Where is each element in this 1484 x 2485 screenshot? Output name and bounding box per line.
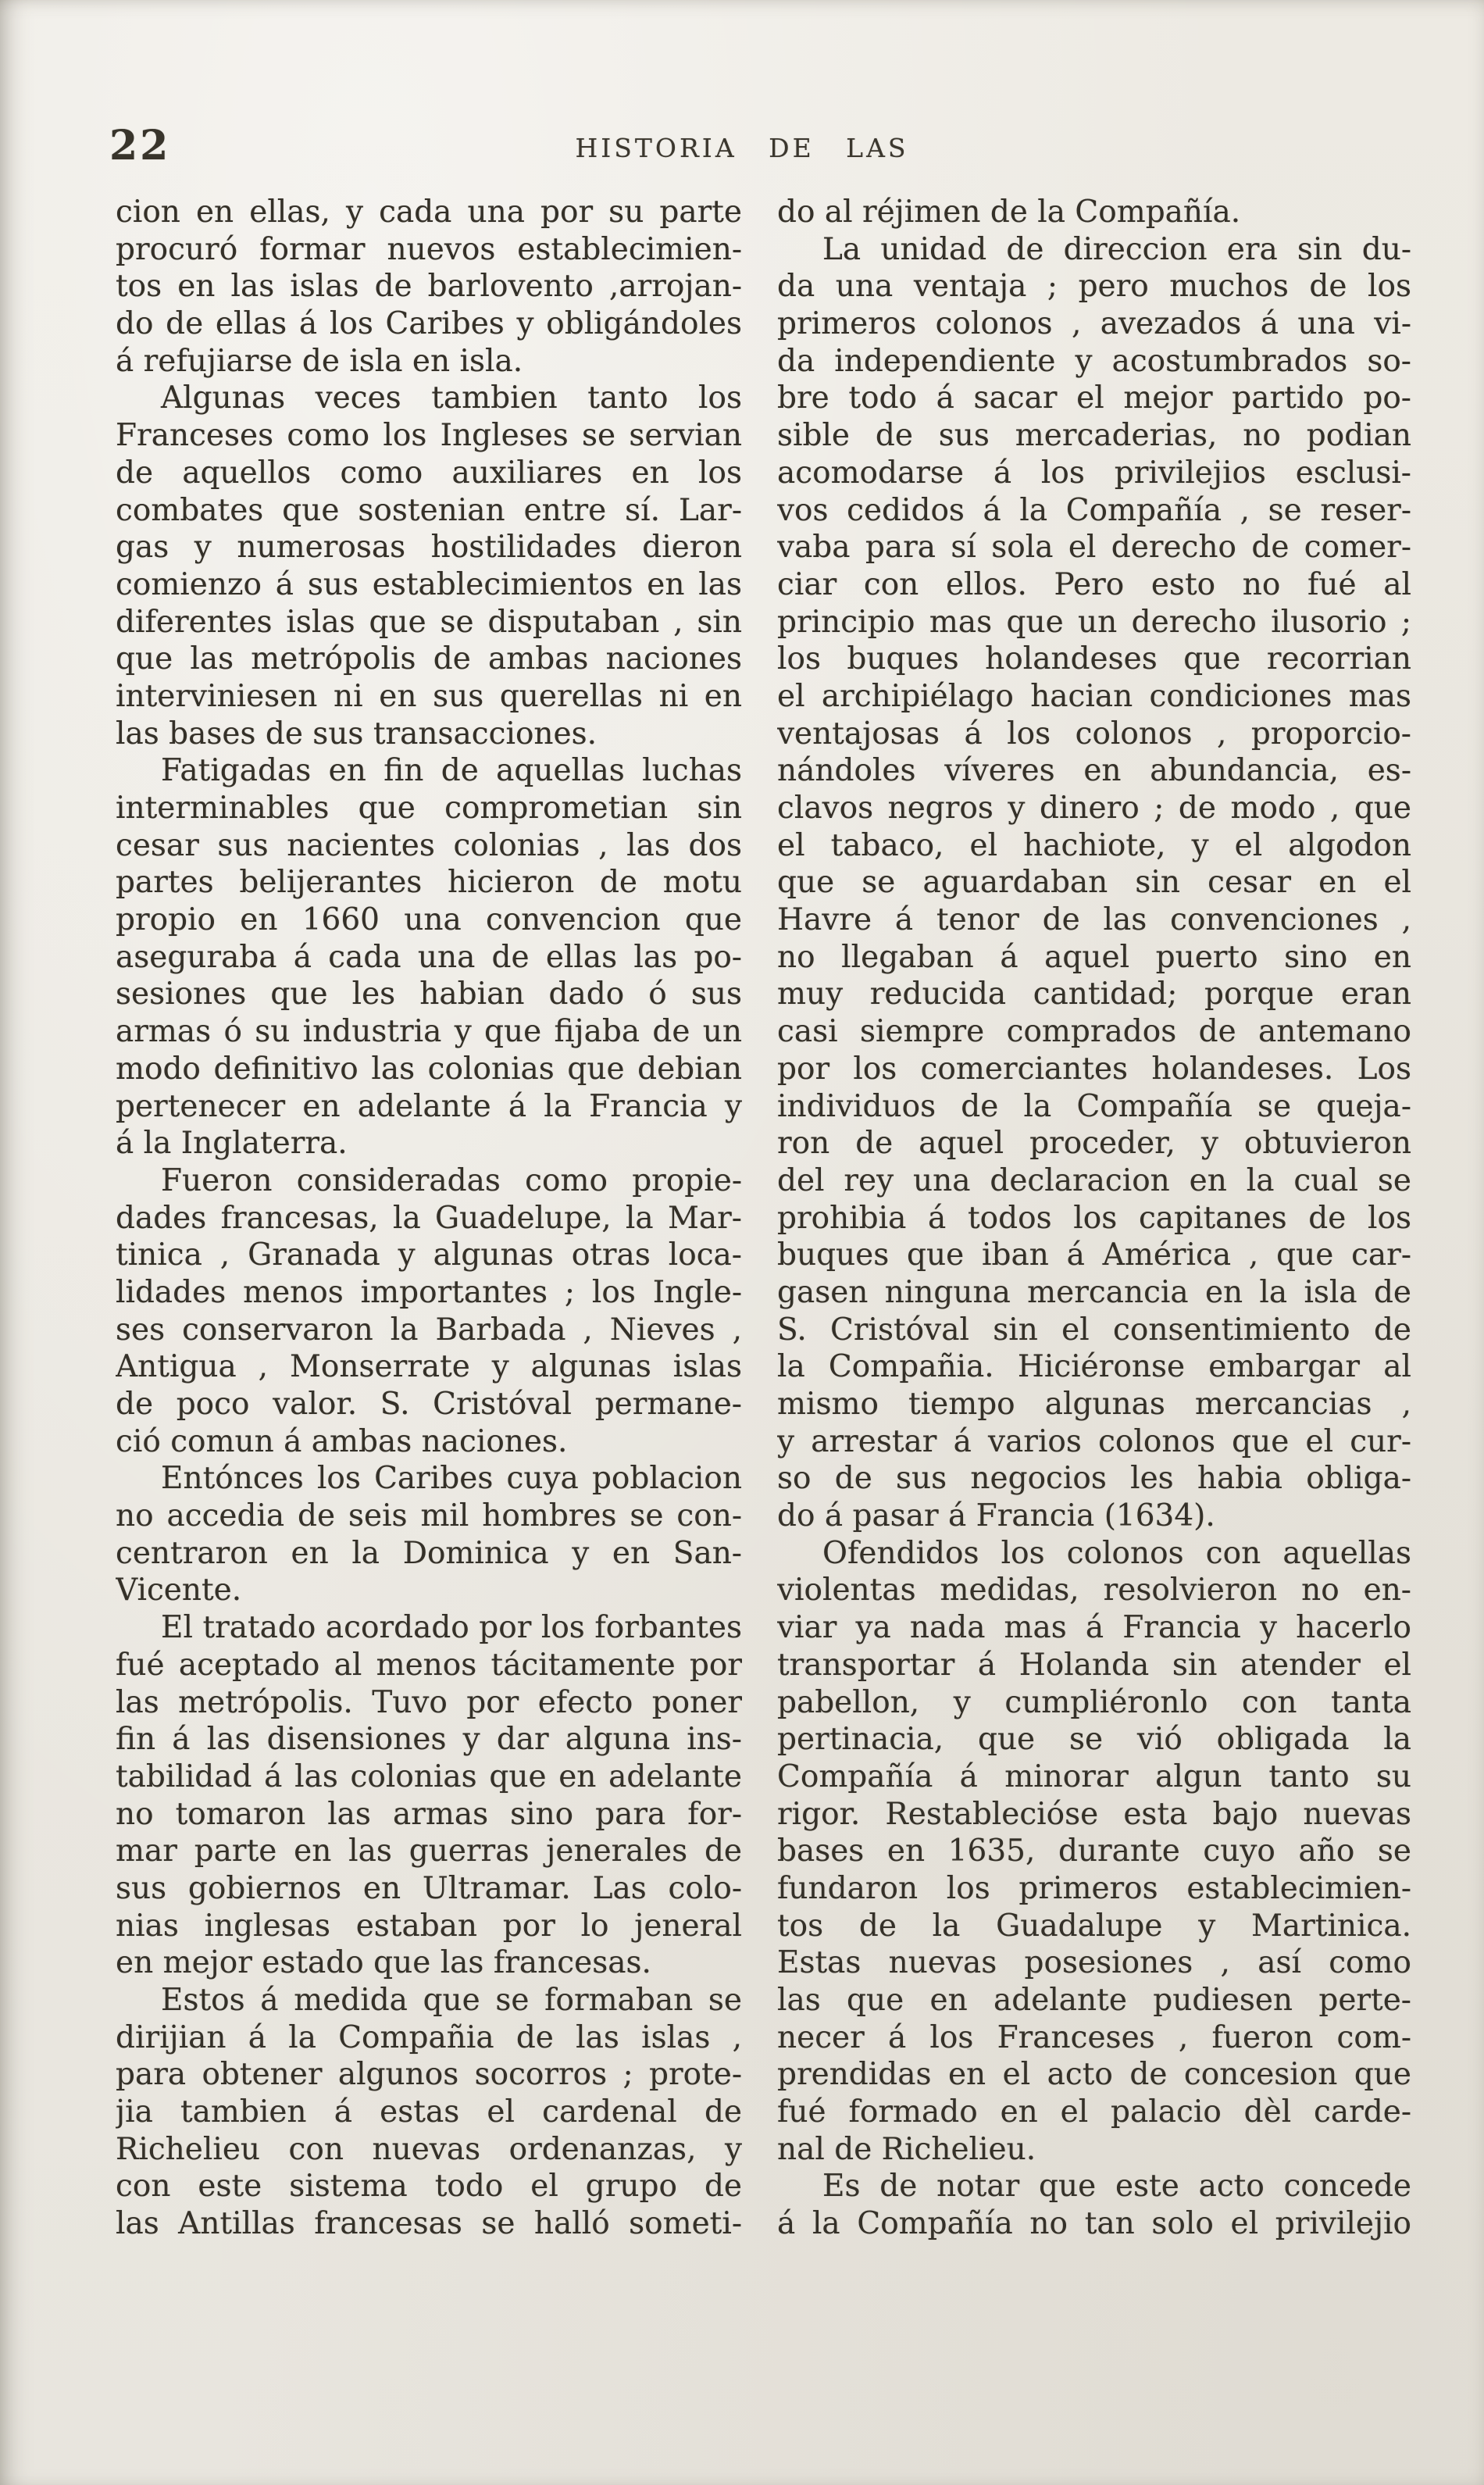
text-line: de aquellos como auxiliares en los xyxy=(116,455,742,491)
text-line: lidades menos importantes ; los Ingle- xyxy=(116,1274,742,1310)
text-line: mismo tiempo algunas mercancias , xyxy=(777,1387,1411,1422)
text-line: el archipiélago hacian condiciones mas xyxy=(777,678,1411,714)
text-line: Entónces los Caribes cuya poblacion xyxy=(161,1461,742,1497)
text-line: sus gobiernos en Ultramar. Las colo- xyxy=(116,1870,742,1906)
text-line: ció comun á ambas naciones. xyxy=(116,1423,568,1459)
text-line: aseguraba á cada una de ellas las po- xyxy=(116,939,742,975)
text-line: cion en ellas, y cada una por su parte xyxy=(116,195,742,230)
text-line: Ofendidos los colonos con aquellas xyxy=(822,1535,1411,1571)
right-column xyxy=(777,194,1411,2243)
text-line: centraron en la Dominica y en San- xyxy=(116,1535,742,1571)
text-line: muy reducida cantidad; porque eran xyxy=(777,977,1411,1012)
text-line: nándoles víveres en abundancia, es- xyxy=(777,753,1411,789)
text-line: por los comerciantes holandeses. Los xyxy=(777,1051,1411,1087)
text-line: violentas medidas, resolvieron no en- xyxy=(777,1573,1411,1608)
text-line: armas ó su industria y que fijaba de un xyxy=(116,1014,742,1050)
text-line: primeros colonos , avezados á una vi- xyxy=(777,306,1411,342)
text-line: pabellon, y cumpliéronlo con tanta xyxy=(777,1684,1411,1720)
text-line: pertenecer en adelante á la Francia y xyxy=(116,1088,742,1124)
text-line: las metrópolis. Tuvo por efecto poner xyxy=(116,1684,742,1720)
text-line: ventajosas á los colonos , proporcio- xyxy=(777,716,1411,752)
text-line: viar ya nada mas á Francia y hacerlo xyxy=(777,1610,1411,1646)
text-line: con este sistema todo el grupo de xyxy=(116,2169,742,2205)
text-line: gasen ninguna mercancia en la isla de xyxy=(777,1274,1411,1310)
text-line: nias inglesas estaban por lo jeneral xyxy=(116,1908,742,1944)
text-line: gas y numerosas hostilidades dieron xyxy=(116,530,742,566)
text-line: interviniesen ni en sus querellas ni en xyxy=(116,678,742,714)
text-line: Estos á medida que se formaban se xyxy=(161,1983,742,2018)
text-line: Algunas veces tambien tanto los xyxy=(161,380,742,416)
text-line: fué aceptado al menos tácitamente por xyxy=(116,1647,742,1683)
text-line: Fueron consideradas como propie- xyxy=(161,1162,742,1198)
text-line: que se aguardaban sin cesar en el xyxy=(777,865,1411,901)
text-line: tos de la Guadalupe y Martinica. xyxy=(777,1908,1411,1944)
text-line: á refujiarse de isla en isla. xyxy=(116,343,523,379)
text-line: no tomaron las armas sino para for- xyxy=(116,1796,742,1832)
text-line: fundaron los primeros establecimien- xyxy=(777,1870,1411,1906)
text-line: Compañía á minorar algun tanto su xyxy=(777,1758,1411,1794)
text-line: do de ellas á los Caribes y obligándoles xyxy=(116,306,742,342)
text-line: transportar á Holanda sin atender el xyxy=(777,1647,1411,1683)
text-line: Franceses como los Ingleses se servian xyxy=(116,418,742,454)
text-line: so de sus negocios les habia obliga- xyxy=(777,1461,1411,1497)
text-line: ciar con ellos. Pero esto no fué al xyxy=(777,566,1411,602)
text-line: tinica , Granada y algunas otras loca- xyxy=(116,1237,742,1273)
text-line: vos cedidos á la Compañía , se reser- xyxy=(777,492,1411,528)
text-line: las Antillas francesas se halló someti- xyxy=(116,2206,742,2242)
text-line: nal de Richelieu. xyxy=(777,2131,1036,2167)
text-line: ses conservaron la Barbada , Nieves , xyxy=(116,1312,742,1348)
text-line: ron de aquel proceder, y obtuvieron xyxy=(777,1126,1411,1162)
text-line: casi siempre comprados de antemano xyxy=(777,1014,1411,1050)
text-line: interminables que comprometian sin xyxy=(116,791,742,826)
text-line: principio mas que un derecho ilusorio ; xyxy=(777,604,1411,640)
text-line: do al réjimen de la Compañía. xyxy=(777,195,1241,230)
text-line: buques que iban á América , que car- xyxy=(777,1237,1411,1273)
text-line: Fatigadas en fin de aquellas luchas xyxy=(161,753,742,789)
text-line: no llegaban á aquel puerto sino en xyxy=(777,939,1411,975)
text-line: partes belijerantes hicieron de motu xyxy=(116,865,742,901)
text-line: individuos de la Compañía se queja- xyxy=(777,1088,1411,1124)
text-line: que las metrópolis de ambas naciones xyxy=(116,641,742,677)
text-line: Richelieu con nuevas ordenanzas, y xyxy=(116,2131,742,2167)
text-line: El tratado acordado por los forbantes xyxy=(161,1610,742,1646)
text-line: modo definitivo las colonias que debian xyxy=(116,1051,742,1087)
text-line: comienzo á sus establecimientos en las xyxy=(116,566,742,602)
text-line: las que en adelante pudiesen perte- xyxy=(777,1983,1411,2018)
text-line: para obtener algunos socorros ; prote- xyxy=(116,2057,742,2093)
text-line: prendidas en el acto de concesion que xyxy=(777,2057,1411,2093)
text-line: vaba para sí sola el derecho de comer- xyxy=(777,530,1411,566)
text-line: á la Inglaterra. xyxy=(116,1126,348,1162)
text-line: La unidad de direccion era sin du- xyxy=(822,231,1411,267)
text-line: fin á las disensiones y dar alguna ins- xyxy=(116,1722,742,1758)
text-line: da independiente y acostumbrados so- xyxy=(777,343,1411,379)
text-line: en mejor estado que las francesas. xyxy=(116,1945,651,1981)
text-line: jia tambien á estas el cardenal de xyxy=(116,2094,742,2130)
left-column xyxy=(116,194,742,2243)
page-number: 22 xyxy=(109,122,171,170)
text-line: Havre á tenor de las convenciones , xyxy=(777,902,1411,938)
text-line: acomodarse á los privilejios esclusi- xyxy=(777,455,1411,491)
text-line: Es de notar que este acto concede xyxy=(822,2169,1411,2205)
text-line: el tabaco, el hachiote, y el algodon xyxy=(777,827,1411,863)
text-line: combates que sostenian entre sí. Lar- xyxy=(116,492,742,528)
text-line: los buques holandeses que recorrian xyxy=(777,641,1411,677)
text-line: y arrestar á varios colonos que el cur- xyxy=(777,1423,1411,1459)
text-line: Vicente. xyxy=(116,1573,242,1608)
text-line: do á pasar á Francia (1634). xyxy=(777,1498,1215,1534)
text-line: tabilidad á las colonias que en adelante xyxy=(116,1758,742,1794)
text-line: rigor. Restablecióse esta bajo nuevas xyxy=(777,1796,1411,1832)
text-line: mar parte en las guerras jenerales de xyxy=(116,1833,742,1869)
text-line: necer á los Franceses , fueron com- xyxy=(777,2019,1411,2055)
text-line: da una ventaja ; pero muchos de los xyxy=(777,269,1411,305)
text-line: las bases de sus transacciones. xyxy=(116,716,598,752)
text-line: bases en 1635, durante cuyo año se xyxy=(777,1833,1411,1869)
text-line: la Compañia. Hiciéronse embargar al xyxy=(777,1349,1411,1385)
text-line: propio en 1660 una convencion que xyxy=(116,902,742,938)
text-line: dirijian á la Compañia de las islas , xyxy=(116,2019,742,2055)
text-line: sible de sus mercaderias, no podian xyxy=(777,418,1411,454)
text-line: á la Compañía no tan solo el privilejio xyxy=(777,2206,1411,2242)
text-line: no accedia de seis mil hombres se con- xyxy=(116,1498,742,1534)
text-line: procuró formar nuevos establecimien- xyxy=(116,231,742,267)
text-line: de poco valor. S. Cristóval permane- xyxy=(116,1387,742,1422)
text-line: Estas nuevas posesiones , así como xyxy=(777,1945,1411,1981)
text-line: clavos negros y dinero ; de modo , que xyxy=(777,791,1411,826)
running-header: HISTORIA DE LAS xyxy=(575,133,909,163)
text-line: cesar sus nacientes colonias , las dos xyxy=(116,827,742,863)
text-line: diferentes islas que se disputaban , sin xyxy=(116,604,742,640)
text-line: prohibia á todos los capitanes de los xyxy=(777,1200,1411,1236)
text-line: tos en las islas de barlovento ,arrojan- xyxy=(116,269,742,305)
text-line: fué formado en el palacio dèl carde- xyxy=(777,2094,1411,2130)
text-line: Antigua , Monserrate y algunas islas xyxy=(116,1349,742,1385)
text-line: del rey una declaracion en la cual se xyxy=(777,1162,1411,1198)
text-line: sesiones que les habian dado ó sus xyxy=(116,977,742,1012)
text-line: bre todo á sacar el mejor partido po- xyxy=(777,380,1411,416)
text-line: S. Cristóval sin el consentimiento de xyxy=(777,1312,1411,1348)
text-line: pertinacia, que se vió obligada la xyxy=(777,1722,1411,1758)
text-line: dades francesas, la Guadelupe, la Mar- xyxy=(116,1200,742,1236)
